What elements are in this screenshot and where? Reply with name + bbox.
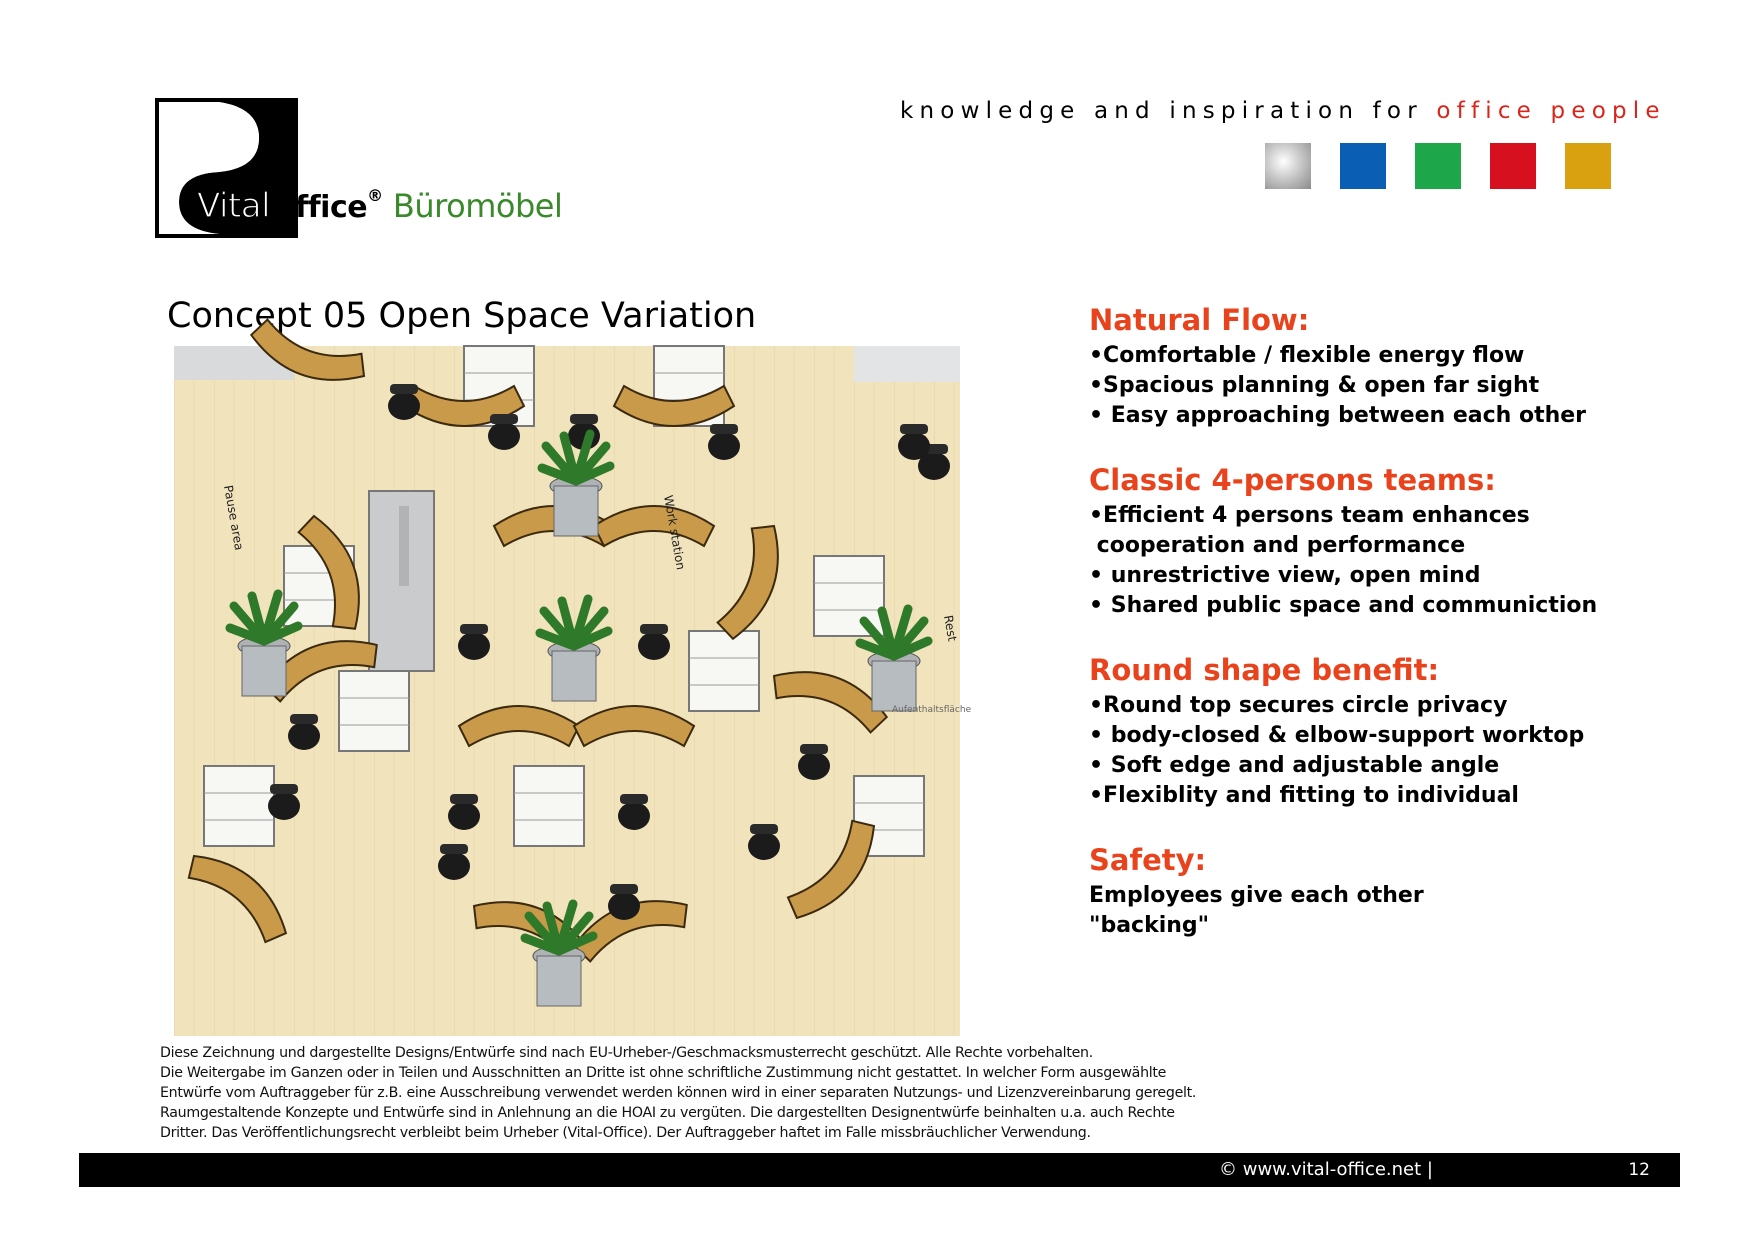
swatch-green [1415,143,1461,189]
section-line: • Shared public space and communiction [1089,593,1598,618]
section-line: Employees give each other [1089,883,1424,908]
tagline [900,98,1666,124]
label-work-station: Work station [661,494,688,571]
section-line: •Round top secures circle privacy [1089,693,1508,718]
website-link[interactable]: © www.vital-office.net | [1219,1159,1433,1180]
section-heading-round-shape-benefit: Round shape benefit: [1089,653,1440,687]
footer-bar [79,1153,1680,1187]
page-title: Concept 05 Open Space Variation [167,296,757,336]
section-heading-natural-flow: Natural Flow: [1089,303,1310,337]
swatch-silver [1265,143,1311,189]
section-line: •Efficient 4 persons team enhances [1089,503,1530,528]
tagline-red: office people [1436,98,1666,124]
page-number: 12 [1628,1160,1650,1180]
office-floor-plan-image [174,346,972,1036]
disclaimer-line: Dritter. Das Veröffentlichungsrecht verbleibt beim Urheber (Vital-Office). Der Auftraggeber haftet im Falle missbräuchlicher Verwendung. [160,1125,1091,1141]
section-line: •Comfortable / flexible energy flow [1089,343,1525,368]
disclaimer-line: Diese Zeichnung und dargestellte Designs/Entwürfe sind nach EU-Urheber-/Geschmacksmusterrecht geschützt. Alle Rechte vorbehalten. [160,1045,1093,1061]
section-line: •Flexiblity and fitting to individual [1089,783,1519,808]
section-line: cooperation and performance [1089,533,1466,558]
section-line: •Spacious planning & open far sight [1089,373,1540,398]
brand-logo [155,98,575,238]
section-line: • Soft edge and adjustable angle [1089,753,1500,778]
disclaimer-line: Raumgestaltende Konzepte und Entwürfe sind in Anlehnung an die HOAI zu vergüten. Die dargestellten Designentwürfe beinhalten u.a. auch Rechte [160,1105,1175,1121]
copyright-disclaimer [160,1043,1210,1143]
section-line: • unrestrictive view, open mind [1089,563,1481,588]
swatch-gold [1565,143,1611,189]
swatch-red [1490,143,1536,189]
label-side: Aufenthaltsfläche [892,705,972,715]
tagline-black: knowledge and inspiration for [900,98,1423,124]
section-line: "backing" [1089,913,1210,938]
section-heading-safety: Safety: [1089,843,1207,877]
label-pause-area: Pause area [221,484,247,552]
logo-wordmark: VitalOffice® Büromöbel [197,186,563,226]
section-line: • Easy approaching between each other [1089,403,1587,428]
disclaimer-line: Entwürfe vom Auftraggeber für z.B. eine Ausschreibung verwendet werden können wird in einer separaten Nutzungs- und Lizenzvereinbarung geregelt. [160,1085,1197,1101]
label-rest: Rest [941,614,960,643]
section-line: • body-closed & elbow-support worktop [1089,723,1585,748]
disclaimer-line: Die Weitergabe im Ganzen oder in Teilen und Ausschnitten an Dritte ist ohne schriftliche Zustimmung nicht gestattet. In welcher Form ausgewählte [160,1065,1167,1081]
swatch-blue [1340,143,1386,189]
section-heading-4-persons-teams: Classic 4-persons teams: [1089,463,1496,497]
